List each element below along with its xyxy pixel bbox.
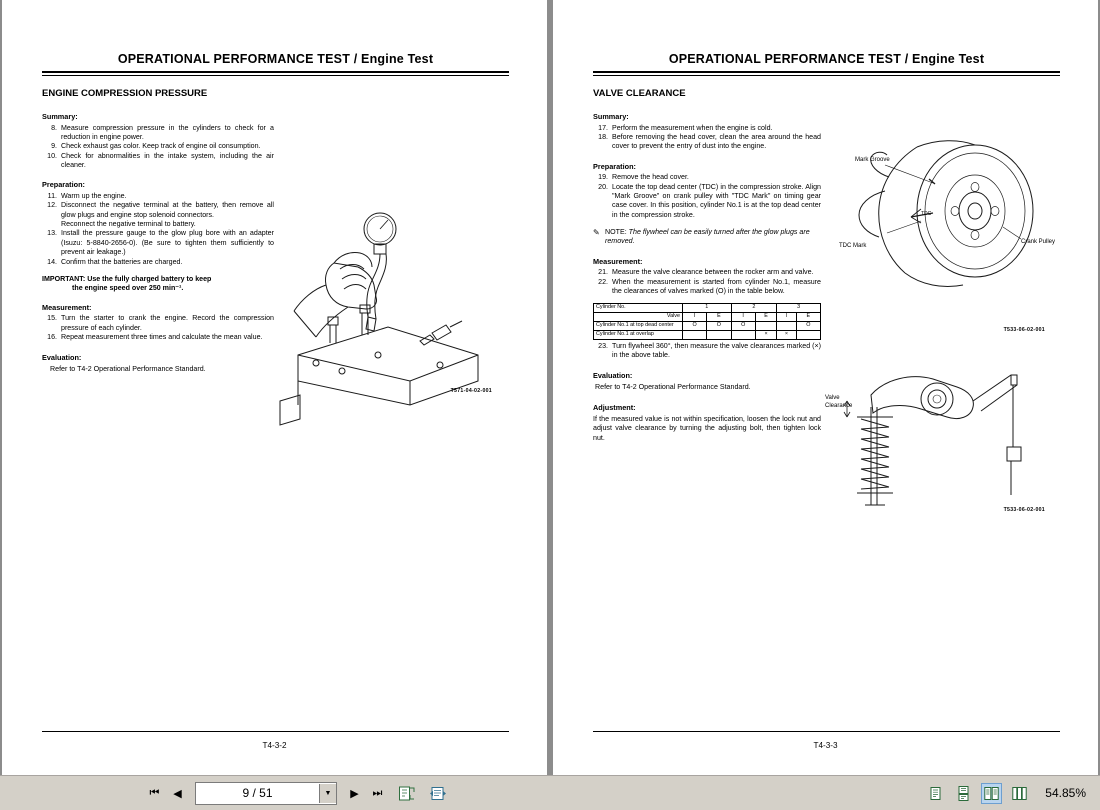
figure-compression-gauge — [274, 105, 502, 394]
list-text: Check exhaust gas color. Keep track of engine oil consumption. — [61, 142, 261, 151]
compression-gauge-illustration — [270, 205, 498, 465]
document-page-left — [2, 0, 547, 776]
table-header-valve: Valve — [594, 312, 683, 321]
list-text: Disconnect the negative terminal at the battery, then remove all glow plugs and engine stop solenoid connectors. — [61, 201, 274, 219]
cell — [755, 321, 777, 330]
book-view-glyph — [1012, 786, 1027, 801]
first-page-icon[interactable]: ⏮ — [149, 786, 160, 799]
valve-letter: E — [796, 312, 820, 321]
list-num: 16. — [47, 332, 57, 341]
page-number-input[interactable] — [195, 782, 337, 805]
cell: O — [731, 321, 755, 330]
cyl-number-2: 2 — [731, 303, 777, 312]
note-text: The flywheel can be easily turned after the glow plugs are removed. — [605, 228, 810, 246]
continuous-glyph — [956, 786, 971, 801]
table-header-cylinder: Cylinder No. — [594, 303, 683, 312]
cell: × — [755, 330, 777, 339]
label-tdc: TDC — [921, 211, 932, 217]
cell: O — [707, 321, 731, 330]
list-text: Turn flywheel 360°, then measure the valve clearances marked (×) in the above table. — [612, 341, 821, 359]
header-rule-thin — [593, 75, 1060, 76]
list-num: 18. — [598, 132, 608, 141]
measurement-label: Measurement: — [42, 302, 92, 312]
list-num: 15. — [47, 314, 57, 323]
list-text: Check for abnormalities in the intake system, including the air cleaner. — [61, 151, 274, 170]
right-text-column — [593, 105, 821, 535]
list-num: 10. — [47, 151, 57, 160]
fit-page-icon[interactable] — [396, 783, 417, 804]
left-text-column — [42, 105, 274, 374]
list-num: 14. — [47, 257, 57, 266]
page-number-left: T4-3-2 — [262, 741, 287, 750]
single-page-glyph — [928, 786, 943, 801]
table-row — [594, 303, 821, 312]
list-num: 20. — [598, 182, 608, 191]
continuous-view-icon[interactable] — [953, 783, 974, 804]
list-num: 19. — [598, 173, 608, 182]
header-rule-thin — [42, 75, 509, 76]
header-rule-thick — [593, 71, 1060, 73]
fit-width-glyph — [429, 785, 447, 802]
measurement-label: Measurement: — [593, 256, 643, 266]
cell — [777, 321, 796, 330]
list-text: Install the pressure gauge to the glow plug bore with an adapter (Isuzu: 5-8840-2656-0). (Be sure to tighten them sufficiently to prevent air leakage.) — [61, 229, 274, 257]
summary-label: Summary: — [42, 112, 78, 121]
section-title-left: ENGINE COMPRESSION PRESSURE — [42, 88, 208, 99]
page-number-value: 9 / 51 — [242, 786, 273, 800]
cell — [707, 330, 731, 339]
page-header-right: OPERATIONAL PERFORMANCE TEST / Engine Test — [668, 52, 985, 66]
list-text: Perform the measurement when the engine is cold. — [612, 123, 773, 132]
two-page-view-icon[interactable] — [981, 783, 1002, 804]
evaluation-label: Evaluation: — [593, 371, 633, 381]
list-text: Remove the head cover. — [612, 173, 689, 182]
label-valve-clearance-1: Valve — [825, 395, 840, 401]
section-title-right: VALVE CLEARANCE — [593, 88, 686, 99]
note-label: NOTE: — [605, 228, 627, 237]
list-num: 9. — [51, 142, 57, 151]
note-block — [593, 228, 821, 247]
list-text: Repeat measurement three times and calculate the mean value. — [61, 332, 263, 341]
list-text: Measure compression pressure in the cylinders to check for a reduction in engine power. — [61, 123, 274, 141]
valve-letter: I — [777, 312, 796, 321]
label-crank-pulley: Crank Pulley — [1021, 239, 1056, 245]
fit-width-icon[interactable] — [427, 783, 448, 804]
list-text: Warm up the engine. — [61, 192, 127, 201]
single-page-view-icon[interactable] — [925, 783, 946, 804]
important-label: IMPORTANT: — [42, 274, 86, 283]
figure-caption-left: T571-04-02-001 — [450, 388, 492, 394]
cyl-number-3: 3 — [777, 303, 821, 312]
list-text: Before removing the head cover, clean the area around the head cover to prevent the entry of dust into the engine. — [612, 132, 821, 151]
figure-valve-clearance — [821, 355, 1053, 535]
adjustment-text: If the measured value is not within specification, loosen the lock nut and adjust valve clearance by turning the adjusting bolt, then tighten lock nut. — [593, 414, 821, 442]
list-num: 12. — [47, 201, 57, 210]
two-page-glyph — [984, 786, 999, 801]
list-num: 23. — [598, 341, 608, 350]
list-num: 13. — [47, 229, 57, 238]
list-num: 8. — [51, 123, 57, 132]
page-number-right: T4-3-3 — [813, 741, 838, 750]
important-note — [42, 275, 274, 294]
cell — [796, 330, 820, 339]
list-text: Locate the top dead center (TDC) in the compression stroke. Align "Mark Groove" on crank pulley with "TDC Mark" on timing gear case cover. In this position, cylinder No.1 is at the top dead center in the compression stroke. — [612, 182, 821, 219]
adjustment-label: Adjustment: — [593, 403, 636, 413]
list-num: 21. — [598, 268, 608, 277]
label-valve-clearance-2: Clearance — [825, 403, 853, 409]
cell: × — [777, 330, 796, 339]
zoom-level[interactable]: 54.85% — [1045, 786, 1086, 800]
chevron-down-icon[interactable]: ▼ — [319, 784, 336, 803]
list-num: 17. — [598, 123, 608, 132]
list-text: Measure the valve clearance between the rocker arm and valve. — [612, 268, 814, 277]
table-row — [594, 312, 821, 321]
right-figures-column — [821, 105, 1056, 535]
pencil-icon: ✎ — [593, 228, 600, 238]
toolbar-view-group — [925, 783, 1086, 804]
valve-letter: E — [755, 312, 777, 321]
evaluation-label: Evaluation: — [42, 353, 82, 363]
row-label-tdc: Cylinder No.1 at top dead center — [594, 321, 683, 330]
valve-clearance-table — [593, 303, 821, 340]
rocker-arm-illustration — [825, 355, 1057, 515]
label-mark-groove: Mark Groove — [855, 157, 890, 163]
cell: O — [683, 321, 707, 330]
list-num: 22. — [598, 277, 608, 286]
header-rule-thick — [42, 71, 509, 73]
list-text: Turn the starter to crank the engine. Record the compression pressure of each cylinder. — [61, 314, 274, 332]
figure-crank-pulley — [821, 105, 1056, 345]
valve-letter: I — [731, 312, 755, 321]
list-text: Confirm that the batteries are charged. — [61, 257, 183, 266]
summary-label: Summary: — [593, 112, 629, 121]
cyl-number-1: 1 — [683, 303, 732, 312]
evaluation-text: Refer to T4-2 Operational Performance Standard. — [50, 364, 206, 373]
important-text: Use the fully charged battery to keep — [87, 274, 212, 283]
page-header-left: OPERATIONAL PERFORMANCE TEST / Engine Test — [117, 52, 434, 66]
evaluation-text: Refer to T4-2 Operational Performance Standard. — [595, 382, 751, 391]
list-num: 11. — [47, 192, 57, 201]
fit-page-glyph — [398, 785, 416, 802]
preparation-label: Preparation: — [593, 161, 636, 171]
preparation-label: Preparation: — [42, 180, 85, 190]
row-label-overlap: Cylinder No.1 at overlap — [594, 330, 683, 339]
important-text-2: the engine speed over 250 min⁻¹. — [72, 284, 184, 293]
note-text-wrap — [605, 228, 821, 247]
table-row — [594, 330, 821, 339]
list-text: Reconnect the negative terminal to battery. — [61, 220, 196, 229]
figure-caption-2: T533-06-02-001 — [1003, 507, 1045, 513]
cell — [731, 330, 755, 339]
label-tdc-mark: TDC Mark — [839, 243, 867, 249]
footer-rule-left — [42, 731, 509, 732]
cell: O — [796, 321, 820, 330]
book-view-icon[interactable] — [1009, 783, 1030, 804]
list-text: When the measurement is started from cylinder No.1, measure the clearances of valves marked (O) in the table below. — [612, 277, 821, 296]
footer-rule-right — [593, 731, 1060, 732]
cell — [683, 330, 707, 339]
valve-letter: I — [683, 312, 707, 321]
table-row — [594, 321, 821, 330]
valve-letter: E — [707, 312, 731, 321]
crank-pulley-illustration — [825, 121, 1057, 321]
viewer-toolbar — [0, 775, 1100, 810]
figure-caption-1: T533-06-02-001 — [1003, 327, 1045, 333]
list-num — [42, 220, 61, 229]
last-page-icon[interactable]: ⏭ — [372, 786, 383, 799]
document-page-right — [553, 0, 1098, 776]
toolbar-navigation-group — [146, 782, 448, 805]
next-page-icon[interactable]: ▶ — [350, 787, 359, 800]
previous-page-icon[interactable]: ◀ — [173, 787, 182, 800]
